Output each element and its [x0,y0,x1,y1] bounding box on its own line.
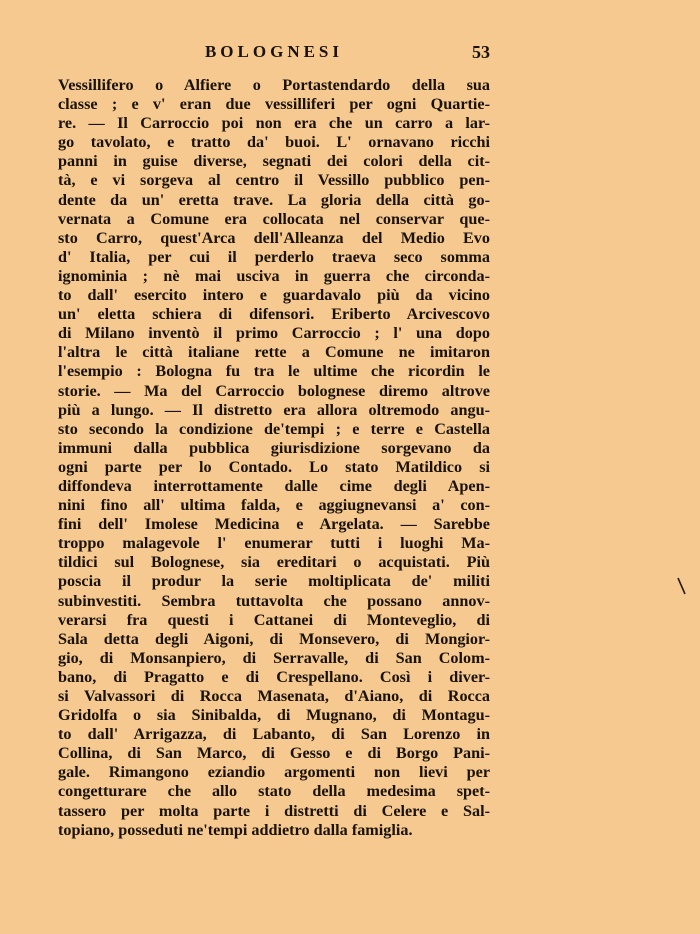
text-line: bano, di Pragatto e di Crespellano. Così i diver- [58,667,490,686]
text-line: diffondeva interrottamente dalle cime degli Apen- [58,476,490,495]
text-line: gale. Rimangono eziandio argomenti non lievi per [58,763,490,782]
page-number: 53 [472,42,490,62]
text-line: Gridolfa o sia Sinibalda, di Mugnano, di Montagu- [58,706,490,725]
text-line: tà, e vi sorgeva al centro il Vessillo pubblico pen- [58,171,490,190]
text-line: to dall' Arrigazza, di Labanto, di San Lorenzo in [58,725,490,744]
text-line: sto secondo la condizione de'tempi ; e terre e Castella [58,419,490,438]
text-line: tassero per molta parte i distretti di Celere e Sal- [58,801,490,820]
text-line: Sala detta degli Aigoni, di Monsevero, di Mongior- [58,629,490,648]
text-line: storie. — Ma del Carroccio bolognese diremo altrove [58,381,490,400]
text-line: più a lungo. — Il distretto era allora oltremodo angu- [58,400,490,419]
text-line: un' eletta schiera di difensori. Eriberto Arcivescovo [58,305,490,324]
body-text [58,76,490,840]
text-line: Collina, di San Marco, di Gesso e di Borgo Pani- [58,744,490,763]
ink-mark-icon [676,576,688,598]
text-line: l'altra le città italiane rette a Comune ne imitaron [58,343,490,362]
text-line: go tavolato, e tratto da' buoi. L' ornavano ricchi [58,133,490,152]
text-line: gio, di Monsanpiero, di Serravalle, di San Colom- [58,648,490,667]
text-line: re. — Il Carroccio poi non era che un carro a lar- [58,114,490,133]
text-line: panni in guise diverse, segnati dei colori della cit- [58,152,490,171]
text-line: poscia il produr la serie moltiplicata de' militi [58,572,490,591]
text-line: si Valvassori di Rocca Masenata, d'Aiano, di Rocca [58,687,490,705]
text-line: to dall' esercito intero e guardavalo più da vicino [58,286,490,305]
running-title: BOLOGNESI [204,42,344,61]
text-line: vernata a Comune era collocata nel conservar que- [58,209,490,228]
text-line: dente da un' eretta trave. La gloria della città go- [58,190,490,209]
text-line: di Milano inventò il primo Carroccio ; l' una dopo [58,324,490,343]
text-line: ogni parte per lo Contado. Lo stato Matildico si [58,457,490,476]
text-line: l'esempio : Bologna fu tra le ultime che ricordin le [58,362,490,381]
text-line: tildici sul Bolognese, sia ereditari o acquistati. Più [58,553,490,572]
text-line: subinvestiti. Sembra tuttavolta che possano annov- [58,591,490,610]
text-line: verarsi fra questi i Cattanei di Monteveglio, di [58,610,490,629]
text-line: nini fino all' ultima falda, e aggiugnevansi a' con- [58,496,490,515]
text-line: troppo malagevole l' enumerar tutti i luoghi Ma- [58,534,490,553]
text-line: Vessillifero o Alfiere o Portastendardo della sua [58,76,490,94]
text-line: immuni dalla pubblica giurisdizione sorgevano da [58,438,490,457]
text-line: congetturare che allo stato della medesima spet- [58,782,490,801]
text-line: fini dell' Imolese Medicina e Argelata. — Sarebbe [58,515,490,534]
text-line: d' Italia, per cui il perderlo traeva seco somma [58,247,490,266]
page-header [58,42,490,66]
text-line: topiano, posseduti ne'tempi addietro dalla famiglia. [58,820,413,839]
text-line: ignominia ; nè mai usciva in guerra che circonda- [58,266,490,285]
text-line: sto Carro, quest'Arca dell'Alleanza del Medio Evo [58,228,490,247]
text-line: classe ; e v' eran due vessilliferi per ogni Quartie- [58,95,490,114]
